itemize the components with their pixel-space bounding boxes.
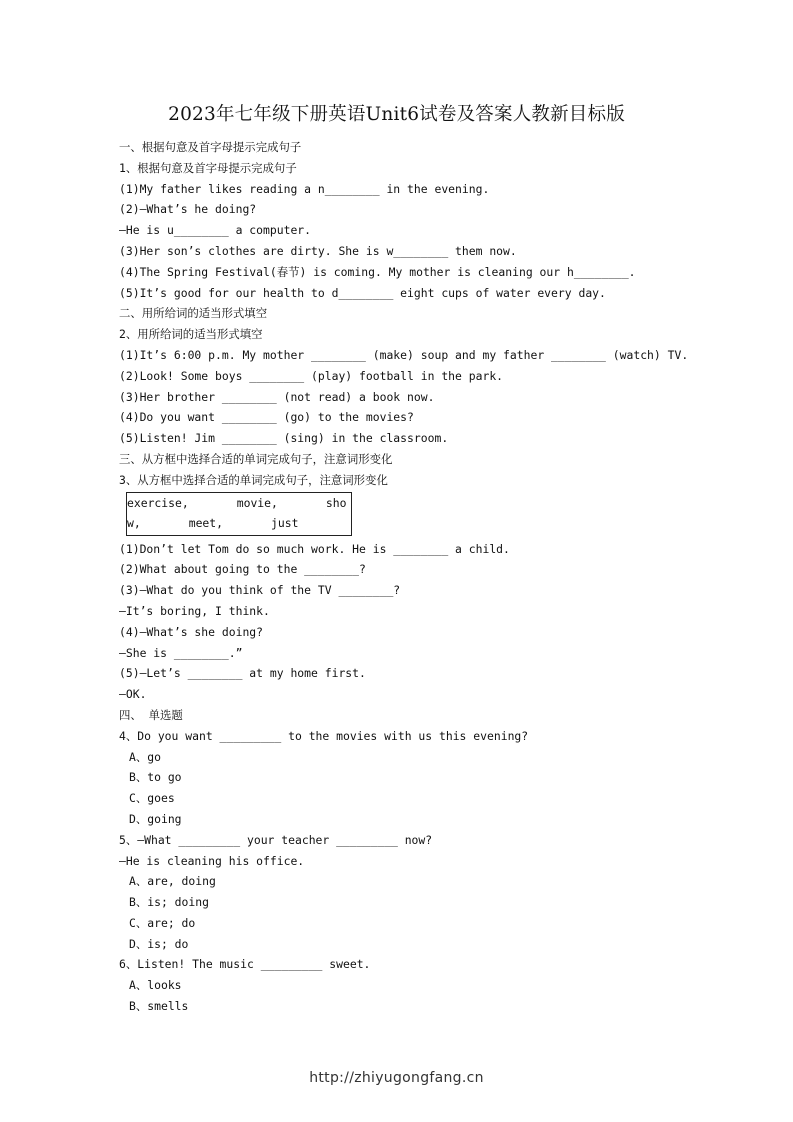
option-item: B、is; doing bbox=[129, 895, 209, 910]
word-box-line: exercise, movie, sho bbox=[127, 495, 347, 510]
footer-url: http://zhiyugongfang.cn bbox=[309, 1070, 484, 1086]
option-item: B、smells bbox=[129, 999, 189, 1014]
question-line: (1)My father likes reading a n________ in the evening. bbox=[119, 181, 490, 196]
section-4-heading: 四、 单选题 bbox=[119, 707, 183, 722]
question-line: (3)Her son’s clothes are dirty. She is w________ them now. bbox=[119, 243, 517, 258]
question-line: (2)—What’s he doing? bbox=[119, 202, 257, 217]
option-item: A、looks bbox=[129, 978, 182, 993]
section-3-heading: 三、从方框中选择合适的单词完成句子，注意词形变化 bbox=[119, 451, 393, 466]
word-box bbox=[126, 492, 352, 536]
question-line: (1)Don’t let Tom do so much work. He is ________ a child. bbox=[119, 541, 510, 556]
question-4-stem: 4、Do you want _________ to the movies with us this evening? bbox=[119, 728, 529, 743]
word-box-line: w, meet, just bbox=[127, 516, 299, 531]
section-2-heading: 二、用所给词的适当形式填空 bbox=[119, 306, 268, 321]
page-title: 2023年七年级下册英语Unit6试卷及答案人教新目标版 bbox=[168, 104, 625, 125]
question-line: (5)Listen! Jim ________ (sing) in the classroom. bbox=[119, 431, 449, 446]
question-6-stem: 6、Listen! The music _________ sweet. bbox=[119, 957, 371, 972]
question-line: —She is ________.” bbox=[119, 645, 243, 660]
question-line: (5)It’s good for our health to d________ eight cups of water every day. bbox=[119, 285, 606, 300]
question-5-stem: 5、—What _________ your teacher _________ now? bbox=[119, 832, 433, 847]
question-line: (4)Do you want ________ (go) to the movies? bbox=[119, 410, 414, 425]
option-item: C、are; do bbox=[129, 915, 196, 930]
question-line: (3)Her brother ________ (not read) a book now. bbox=[119, 389, 435, 404]
question-line: (5)—Let’s ________ at my home first. bbox=[119, 666, 366, 681]
question-line: (4)The Spring Festival(春节) is coming. My mother is cleaning our h________. bbox=[119, 264, 636, 279]
option-item: C、goes bbox=[129, 791, 175, 806]
option-item: A、go bbox=[129, 749, 161, 764]
question-line: —OK. bbox=[119, 687, 147, 702]
option-item: B、to go bbox=[129, 770, 182, 785]
question-line: (2)Look! Some boys ________ (play) football in the park. bbox=[119, 368, 504, 383]
question-5-stem-reply: —He is cleaning his office. bbox=[119, 853, 305, 868]
document-body bbox=[119, 137, 719, 1017]
option-item: D、going bbox=[129, 811, 182, 826]
question-line: (4)—What’s she doing? bbox=[119, 624, 264, 639]
question-line: (1)It’s 6:00 p.m. My mother ________ (make) soup and my father ________ (watch) TV. bbox=[119, 347, 689, 362]
section-1-heading: 一、根据句意及首字母提示完成句子 bbox=[119, 140, 302, 154]
question-line: (2)What about going to the ________? bbox=[119, 562, 366, 577]
option-item: D、is; do bbox=[129, 936, 189, 951]
question-line: —It’s boring, I think. bbox=[119, 603, 270, 618]
section-3-subheading: 3、从方框中选择合适的单词完成句子，注意词形变化 bbox=[119, 472, 388, 487]
question-line: —He is u________ a computer. bbox=[119, 223, 312, 238]
question-line: (3)—What do you think of the TV ________? bbox=[119, 583, 401, 598]
option-item: A、are, doing bbox=[129, 874, 216, 889]
section-2-subheading: 2、用所给词的适当形式填空 bbox=[119, 327, 263, 342]
section-1-subheading: 1、根据句意及首字母提示完成句子 bbox=[119, 160, 297, 175]
